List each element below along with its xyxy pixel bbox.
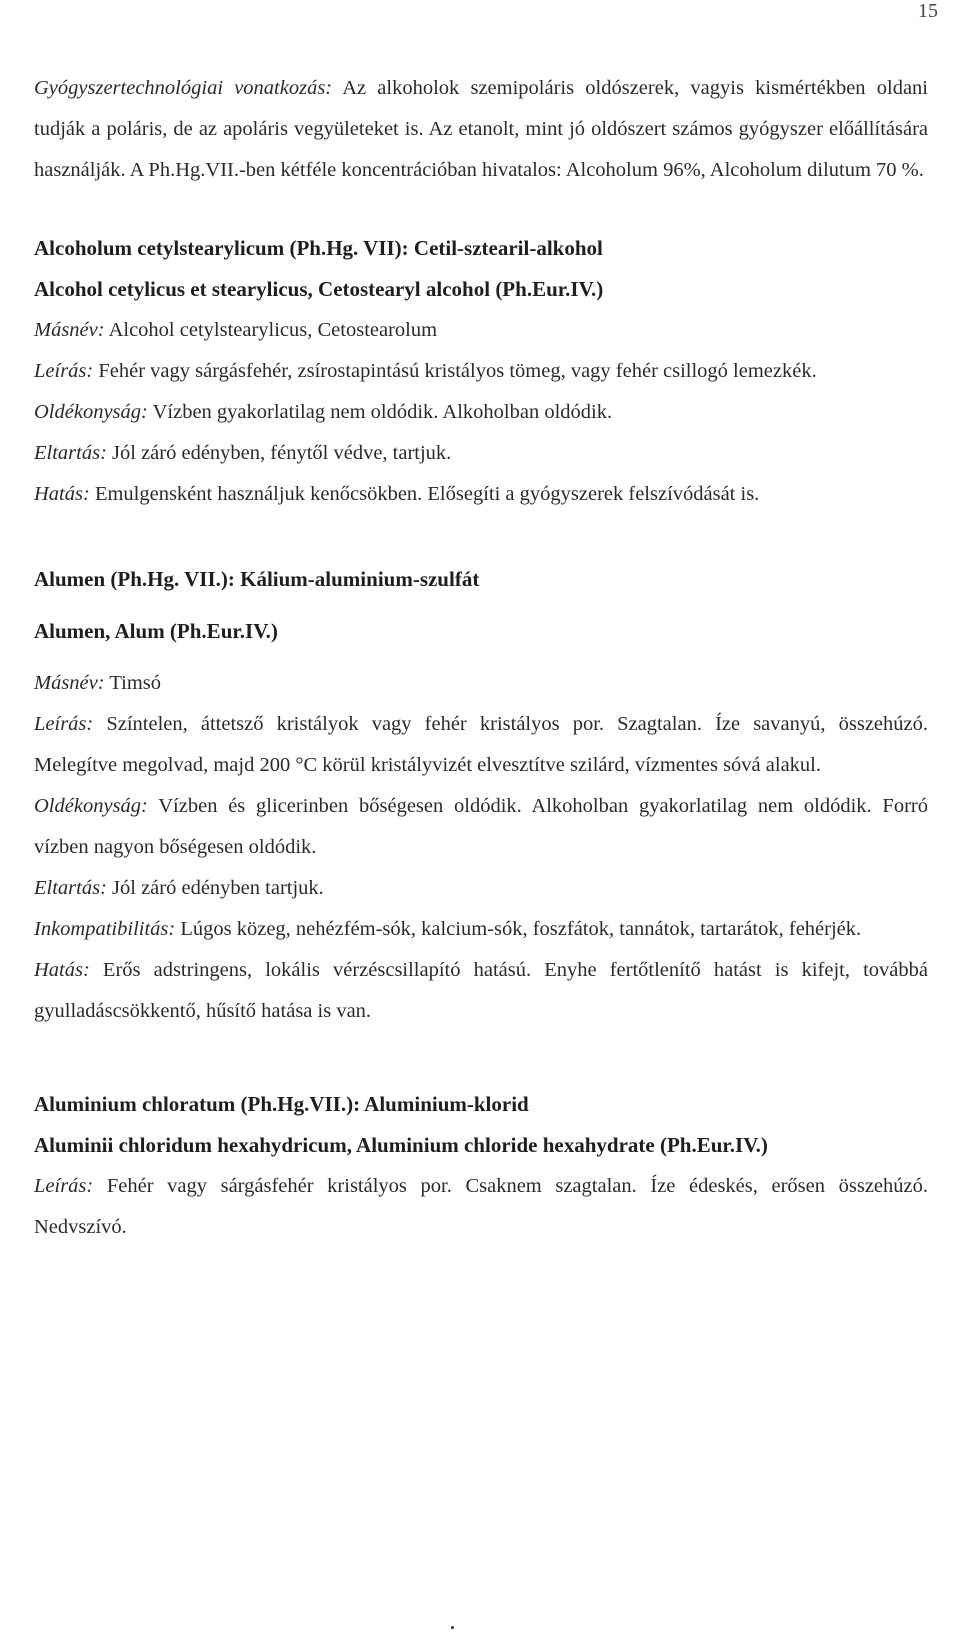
field-text: Alcohol cetylstearylicus, Cetostearolum [104,319,438,341]
field-description [34,1166,928,1248]
field-text: Lúgos közeg, nehézfém-sók, kalcium-sók, foszfátok, tannátok, tartarátok, fehérjék. [175,918,862,940]
monograph-cetylstearyl-alcohol [34,228,928,515]
field-solubility [34,786,928,868]
field-text: Fehér vagy sárgásfehér kristályos por. Csaknem szagtalan. Íze édeskés, erősen összehúzó. Nedvszívó. [34,1175,928,1238]
entry-heading-primary: Aluminium chloratum (Ph.Hg.VII.): Aluminium-klorid [34,1092,529,1116]
field-label: Hatás: [34,959,90,981]
field-text: Jól záró edényben, fénytől védve, tartjuk. [106,442,452,464]
field-text: Vízben és glicerinben bőségesen oldódik. Alkoholban gyakorlatilag nem oldódik. Forró vízben nagyon bőségesen oldódik. [34,795,928,858]
entry-heading-primary: Alcoholum cetylstearylicum (Ph.Hg. VII): Cetil-sztearil-alkohol [34,236,603,260]
field-effect [34,950,928,1032]
field-label: Másnév: [34,672,105,694]
field-text: Vízben gyakorlatilag nem oldódik. Alkoholban oldódik. [147,401,613,423]
field-storage [34,868,928,909]
document-body [34,68,928,1248]
field-label: Oldékonyság: [34,795,148,817]
monograph-aluminium-chloride [34,1084,928,1248]
field-effect [34,474,928,515]
field-text: Jól záró edényben tartjuk. [106,877,324,899]
field-label: Inkompatibilitás: [34,918,176,940]
field-label: Leírás: [34,360,94,382]
field-label: Gyógyszertechnológiai vonatkozás: [34,77,333,99]
field-label: Leírás: [34,713,94,735]
intro-paragraph [34,68,928,191]
entry-heading-primary: Alumen (Ph.Hg. VII.): Kálium-aluminium-szulfát [34,567,480,591]
stray-mark [451,1626,454,1629]
entry-heading-secondary: Alcohol cetylicus et stearylicus, Cetostearyl alcohol (Ph.Eur.IV.) [34,277,604,301]
field-description [34,704,928,786]
field-alternative-name [34,663,928,704]
field-text: Emulgensként használjuk kenőcsökben. Elősegíti a gyógyszerek felszívódását is. [89,483,760,505]
field-label: Hatás: [34,483,90,505]
field-label: Eltartás: [34,442,107,464]
entry-heading-secondary: Aluminii chloridum hexahydricum, Aluminium chloride hexahydrate (Ph.Eur.IV.) [34,1133,768,1157]
field-text: Az alkoholok szemipoláris oldószerek, vagyis kismértékben oldani tudják a poláris, de az apoláris vegyületeket is. Az etanolt, mint jó oldószert számos gyógyszer előállítására használják. A Ph.Hg.VII.-ben kétféle koncentrációban hivatalos: Alcoholum 96%, Alcoholum dilutum 70 %. [34,77,928,181]
field-label: Másnév: [34,319,105,341]
field-storage [34,433,928,474]
field-label: Eltartás: [34,877,107,899]
field-text: Timsó [104,672,162,694]
field-label: Oldékonyság: [34,401,148,423]
field-text: Színtelen, áttetsző kristályok vagy fehér kristályos por. Szagtalan. Íze savanyú, összehúzó. Melegítve megolvad, majd 200 °C körül kristályvizét elvesztítve szilárd, vízmentes sóvá alakul. [34,713,928,776]
monograph-alumen [34,559,928,1032]
field-solubility [34,392,928,433]
field-label: Leírás: [34,1175,94,1197]
field-text: Erős adstringens, lokális vérzéscsillapító hatású. Enyhe fertőtlenítő hatást is kifejt, továbbá gyulladáscsökkentő, hűsítő hatása is van. [34,959,928,1022]
field-alternative-name [34,310,928,351]
field-incompatibility [34,909,928,950]
page-number: 15 [918,0,938,22]
entry-heading-secondary: Alumen, Alum (Ph.Eur.IV.) [34,619,278,643]
field-text: Fehér vagy sárgásfehér, zsírostapintású kristályos tömeg, vagy fehér csillogó lemezkék. [93,360,817,382]
field-description [34,351,928,392]
